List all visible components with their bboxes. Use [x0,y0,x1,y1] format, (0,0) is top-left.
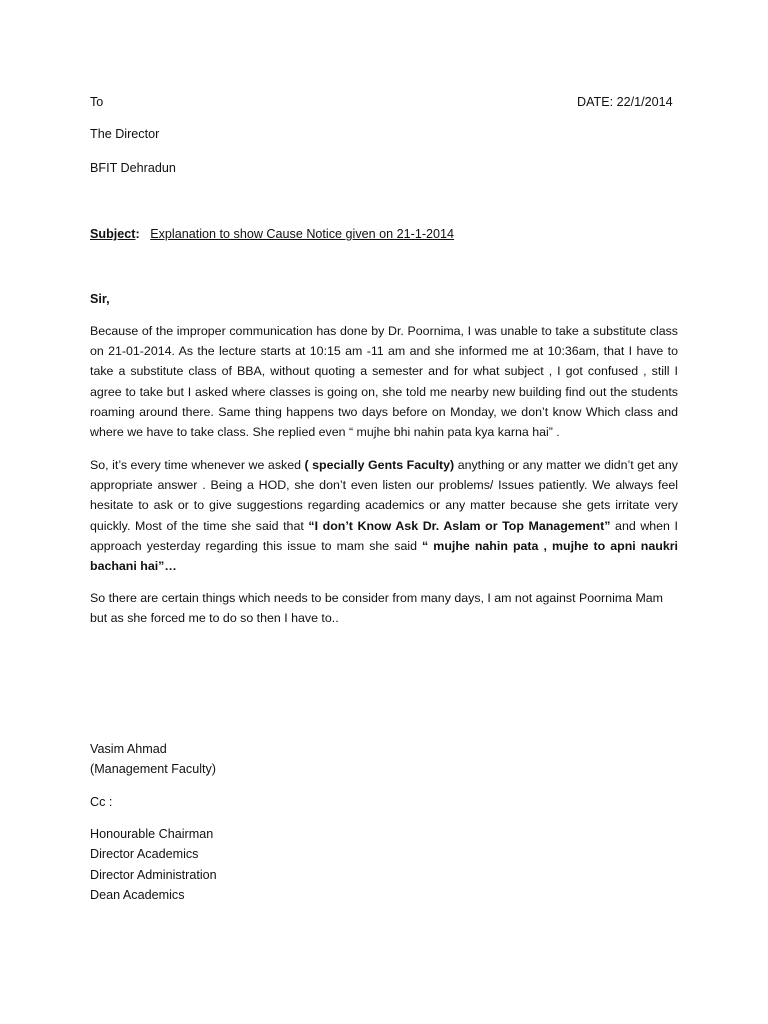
subject-colon: : [135,227,140,241]
subject-line [90,224,454,244]
subject-label: Subject [90,227,136,241]
signatory-name: Vasim Ahmad [90,742,167,756]
signatory-designation: (Management Faculty) [90,762,216,777]
cc-label: Cc : [90,795,113,809]
cc-recipient: Dean Academics [90,887,185,902]
paragraph-2-part-3: and when I approach yesterday regarding this issue to mam she said [90,518,678,553]
paragraph-2-bold-2: “I don’t Know Ask Dr. Aslam or Top Management” [308,518,611,533]
paragraph-1: Because of the improper communication has done by Dr. Poornima, I was unable to take a substitute class on 21-01-2014. As the lecture starts at 10:15 am -11 am and she informed me at 10:36am, that I have to take a substitute class of BBA, without quoting a semester and for what subject , I got confused , still I agree to take but I asked where classes is going on, she told me nearby new building find out the students roaming around there. Same thing happens two days before on Monday, we don’t know Which class and where we have to take class. She replied even “ mujhe bhi nahin pata kya karna hai” . [90,324,678,440]
salutation: Sir, [90,292,110,306]
cc-recipient-list [90,824,217,905]
subject-text-a: Explanation to show Cause Notice [150,227,343,241]
to-label: To [90,95,104,109]
cc-recipient: Director Academics [90,847,199,862]
letter-date: DATE: 22/1/2014 [577,95,673,109]
cc-recipient: Honourable Chairman [90,827,214,841]
paragraph-2-bold-3: “ mujhe nahin pata , mujhe to apni naukri bachani hai”… [90,538,678,574]
paragraph-3: So there are certain things which needs to be consider from many days, I am not against Poornima Mam but as she forced me to do so then I have to.. [90,591,664,626]
paragraph-2-part-1: So, it’s every time whenever we asked [90,458,305,472]
paragraph-2-part-2: anything or any matter we didn’t get any appropriate answer . Being a HOD, she don’t even listen our problems/ Issues patiently. We always feel hesitate to ask or to give suggestions regarding academics or any matter because she gets irritate very quickly. Most of the time she said that [90,458,678,533]
signature-block [90,739,216,780]
paragraph-2-bold-1: ( specially Gents Faculty) [304,458,455,472]
recipient-organization: BFIT Dehradun [90,161,176,175]
cc-recipient: Director Administration [90,867,217,882]
recipient-title: The Director [90,127,160,141]
subject-text-b: given on 21-1-2014 [342,227,455,241]
paragraph-2 [90,455,678,576]
